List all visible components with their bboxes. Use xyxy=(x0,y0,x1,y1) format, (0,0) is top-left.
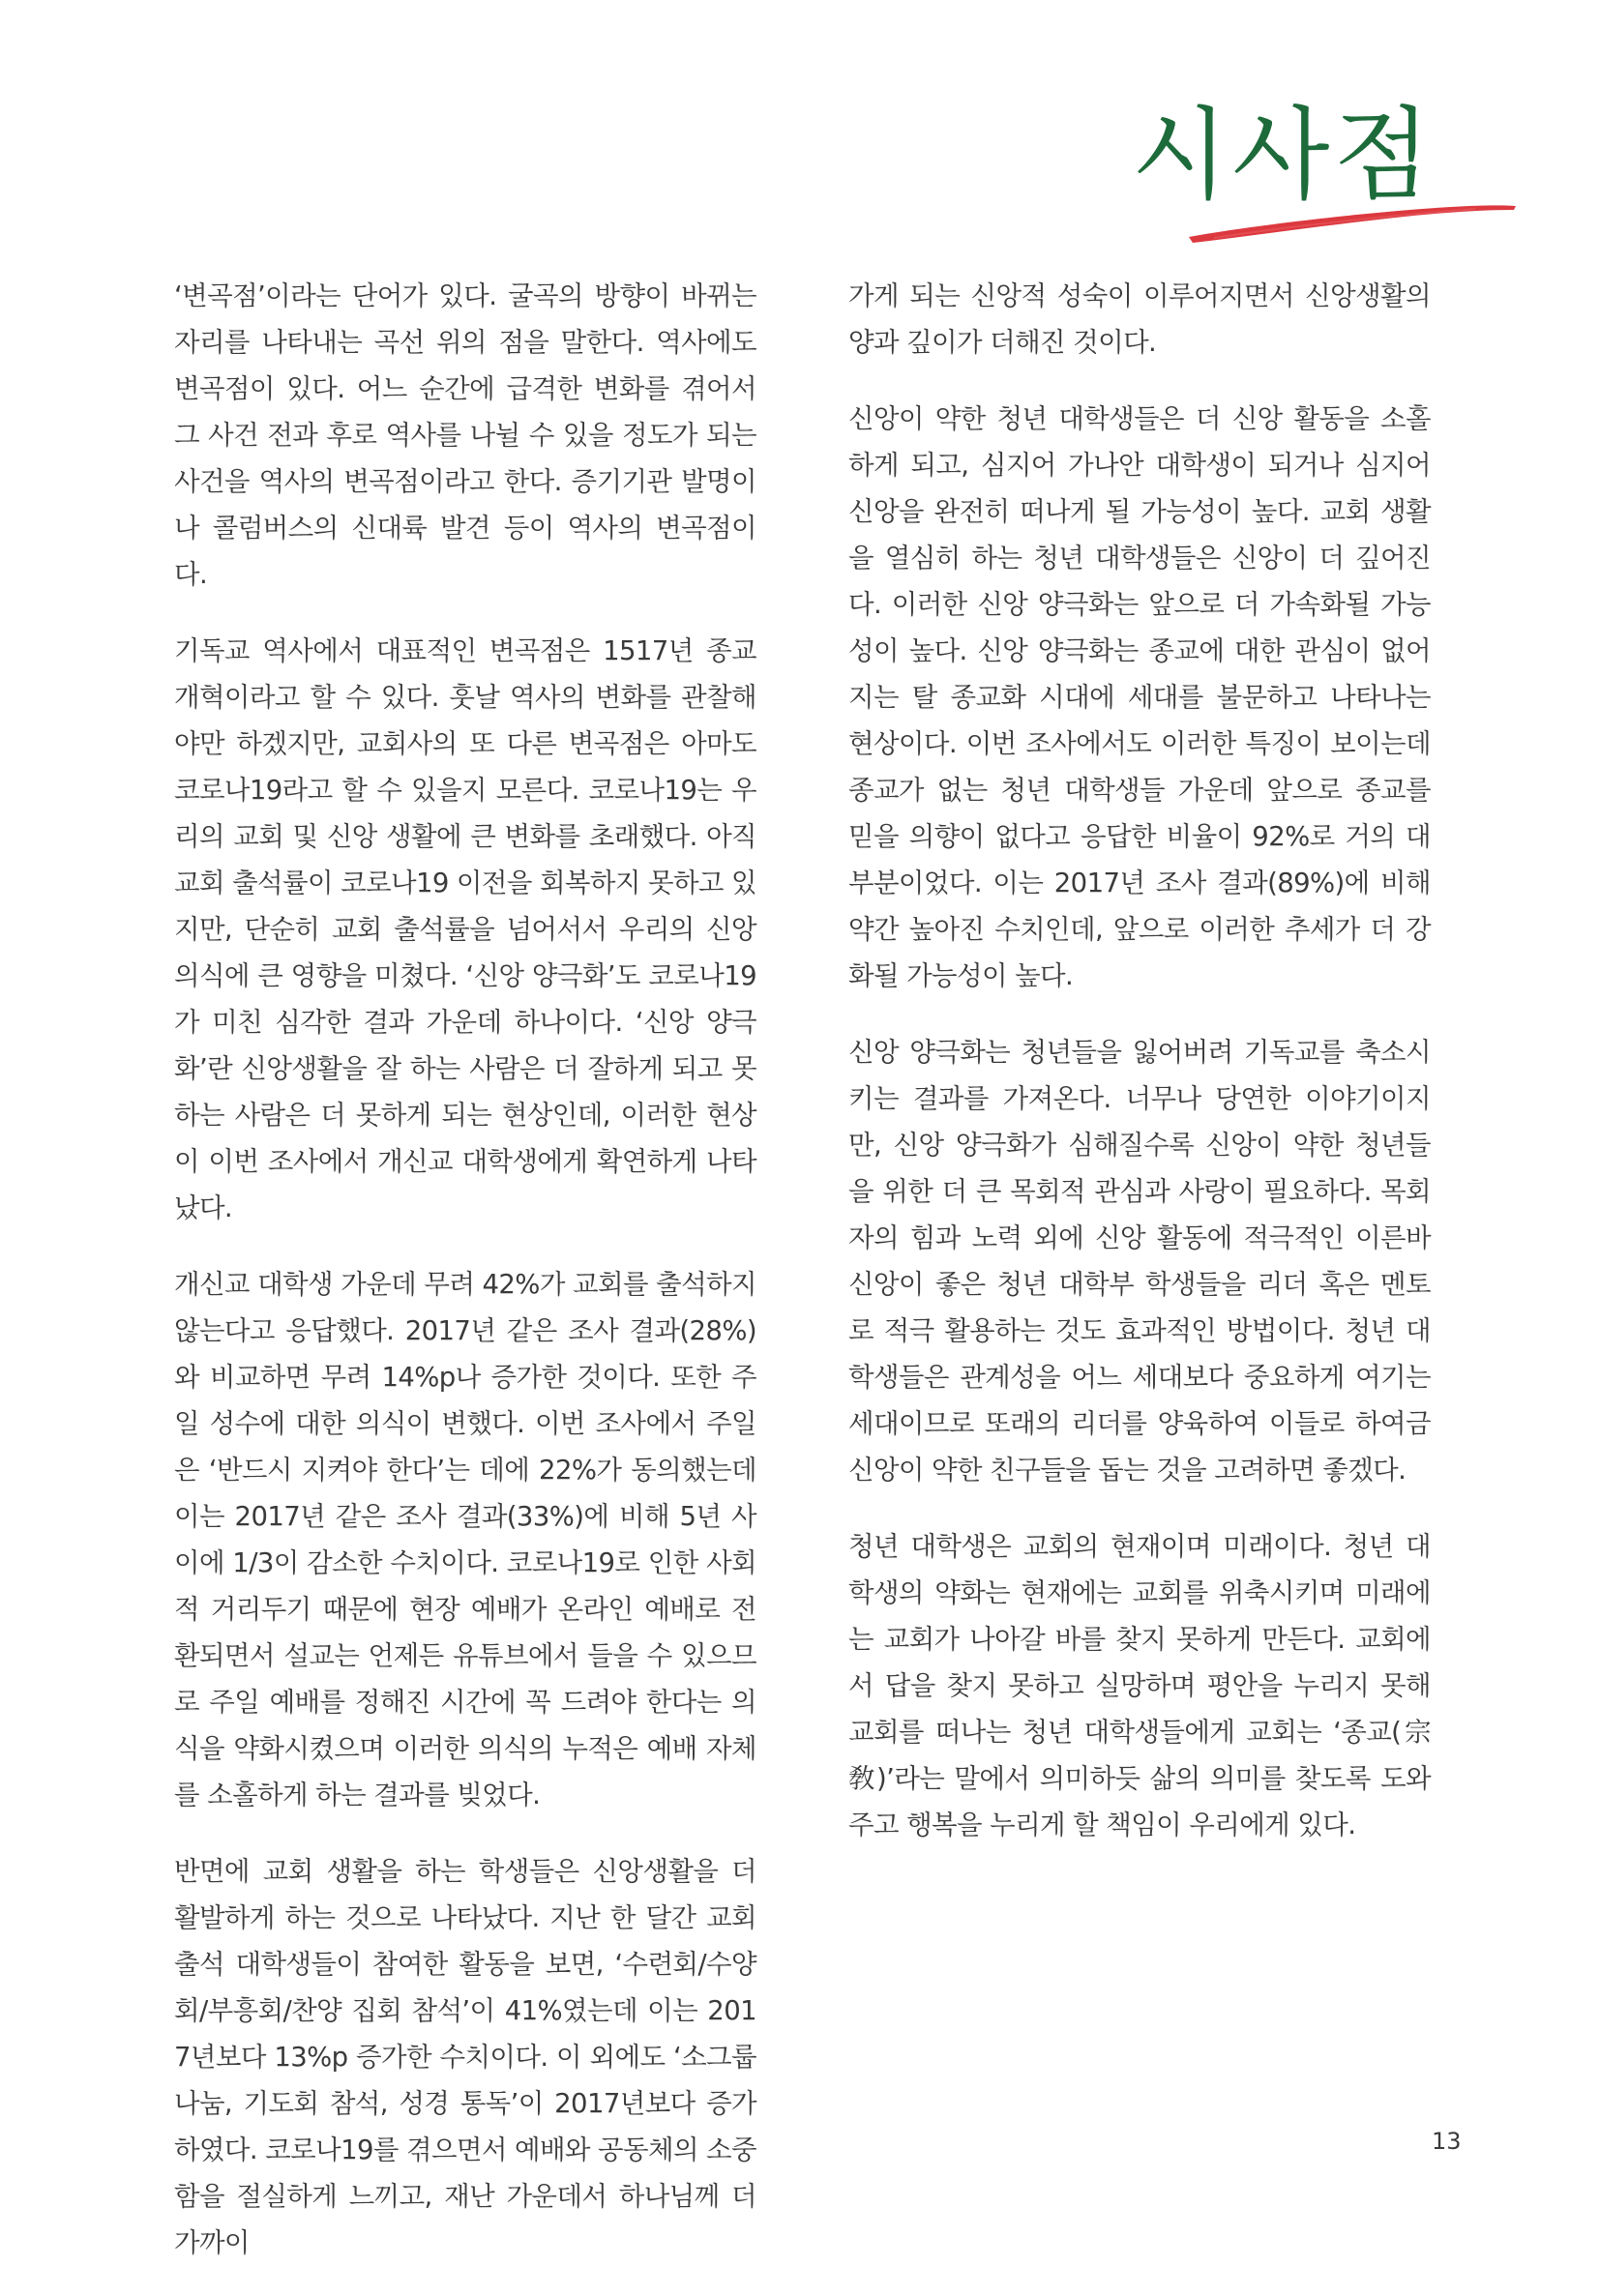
paragraph: 개신교 대학생 가운데 무려 42%가 교회를 출석하지 않는다고 응답했다. 2017년 같은 조사 결과(28%)와 비교하면 무려 14%p나 증가한 것이다. 또한 주일 성수에 대한 의식이 변했다. 이번 조사에서 주일은 ‘반드시 지켜야 한다’는 데에 22%가 동의했는데 이는 2017년 같은 조사 결과(33%)에 비해 5년 사이에 1/3이 감소한 수치이다. 코로나19로 인한 사회적 거리두기 때문에 현장 예배가 온라인 예배로 전환되면서 설교는 언제든 유튜브에서 들을 수 있으므로 주일 예배를 정해진 시간에 꼭 드려야 한다는 의식을 약화시켰으며 이러한 의식의 누적은 예배 자체를 소홀하게 하는 결과를 빚었다. xyxy=(174,1269,756,1810)
page-number: 13 xyxy=(1432,2128,1462,2155)
paragraph: 반면에 교회 생활을 하는 학생들은 신앙생활을 더 활발하게 하는 것으로 나타났다. 지난 한 달간 교회 출석 대학생들이 참여한 활동을 보면, ‘수련회/수양회/부흥회/찬양 집회 참석’이 41%였는데 이는 2017년보다 13%p 증가한 수치이다. 이 외에도 ‘소그룹 나눔, 기도회 참석, 성경 통독’이 2017년보다 증가하였다. 코로나19를 겪으면서 예배와 공동체의 소중함을 절실하게 느끼고, 재난 가운데서 하나님께 더 가까이 xyxy=(174,1856,756,2258)
page-title: 시사점 xyxy=(1131,96,1435,214)
paragraph: ‘변곡점’이라는 단어가 있다. 굴곡의 방향이 바뀌는 자리를 나타내는 곡선 위의 점을 말한다. 역사에도 변곡점이 있다. 어느 순간에 급격한 변화를 겪어서 그 사건 전과 후로 역사를 나뉠 수 있을 정도가 되는 사건을 역사의 변곡점이라고 한다. 증기기관 발명이나 콜럼버스의 신대륙 발견 등이 역사의 변곡점이다. xyxy=(174,280,756,590)
brushstroke-path xyxy=(1189,205,1516,243)
paragraph: 기독교 역사에서 대표적인 변곡점은 1517년 종교 개혁이라고 할 수 있다. 훗날 역사의 변화를 관찰해야만 하겠지만, 교회사의 또 다른 변곡점은 아마도 코로나19라고 할 수 있을지 모른다. 코로나19는 우리의 교회 및 신앙 생활에 큰 변화를 초래했다. 아직 교회 출석률이 코로나19 이전을 회복하지 못하고 있지만, 단순히 교회 출석률을 넘어서서 우리의 신앙 의식에 큰 영향을 미쳤다. ‘신앙 양극화’도 코로나19가 미친 심각한 결과 가운데 하나이다. ‘신앙 양극화’란 신앙생활을 잘 하는 사람은 더 잘하게 되고 못하는 사람은 더 못하게 되는 현상인데, 이러한 현상이 이번 조사에서 개신교 대학생에게 확연하게 나타났다. xyxy=(174,635,756,1223)
paragraph: 가게 되는 신앙적 성숙이 이루어지면서 신앙생활의 양과 깊이가 더해진 것이다. xyxy=(848,280,1431,358)
title-underline-brushstroke xyxy=(1185,198,1519,247)
paragraph: 신앙 양극화는 청년들을 잃어버려 기독교를 축소시키는 결과를 가져온다. 너무나 당연한 이야기이지만, 신앙 양극화가 심해질수록 신앙이 약한 청년들을 위한 더 큰 목회적 관심과 사랑이 필요하다. 목회자의 힘과 노력 외에 신앙 활동에 적극적인 이른바 신앙이 좋은 청년 대학부 학생들을 리더 혹은 멘토로 적극 활용하는 것도 효과적인 방법이다. 청년 대학생들은 관계성을 어느 세대보다 중요하게 여기는 세대이므로 또래의 리더를 양육하여 이들로 하여금 신앙이 약한 친구들을 돕는 것을 고려하면 좋겠다. xyxy=(848,1037,1431,1486)
paragraph: 청년 대학생은 교회의 현재이며 미래이다. 청년 대학생의 약화는 현재에는 교회를 위축시키며 미래에는 교회가 나아갈 바를 찾지 못하게 만든다. 교회에서 답을 찾지 못하고 실망하며 평안을 누리지 못해 교회를 떠나는 청년 대학생들에게 교회는 ‘종교(宗敎)’라는 말에서 의미하듯 삶의 의미를 찾도록 도와주고 행복을 누리게 할 책임이 우리에게 있다. xyxy=(848,1531,1431,1840)
left-column xyxy=(174,273,756,2296)
right-column xyxy=(848,273,1431,1878)
paragraph: 신앙이 약한 청년 대학생들은 더 신앙 활동을 소홀하게 되고, 심지어 가나안 대학생이 되거나 심지어 신앙을 완전히 떠나게 될 가능성이 높다. 교회 생활을 열심히 하는 청년 대학생들은 신앙이 더 깊어진다. 이러한 신앙 양극화는 앞으로 더 가속화될 가능성이 높다. 신앙 양극화는 종교에 대한 관심이 없어지는 탈 종교화 시대에 세대를 불문하고 나타나는 현상이다. 이번 조사에서도 이러한 특징이 보이는데 종교가 없는 청년 대학생들 가운데 앞으로 종교를 믿을 의향이 없다고 응답한 비율이 92%로 거의 대부분이었다. 이는 2017년 조사 결과(89%)에 비해 약간 높아진 수치인데, 앞으로 이러한 추세가 더 강화될 가능성이 높다. xyxy=(848,403,1431,991)
